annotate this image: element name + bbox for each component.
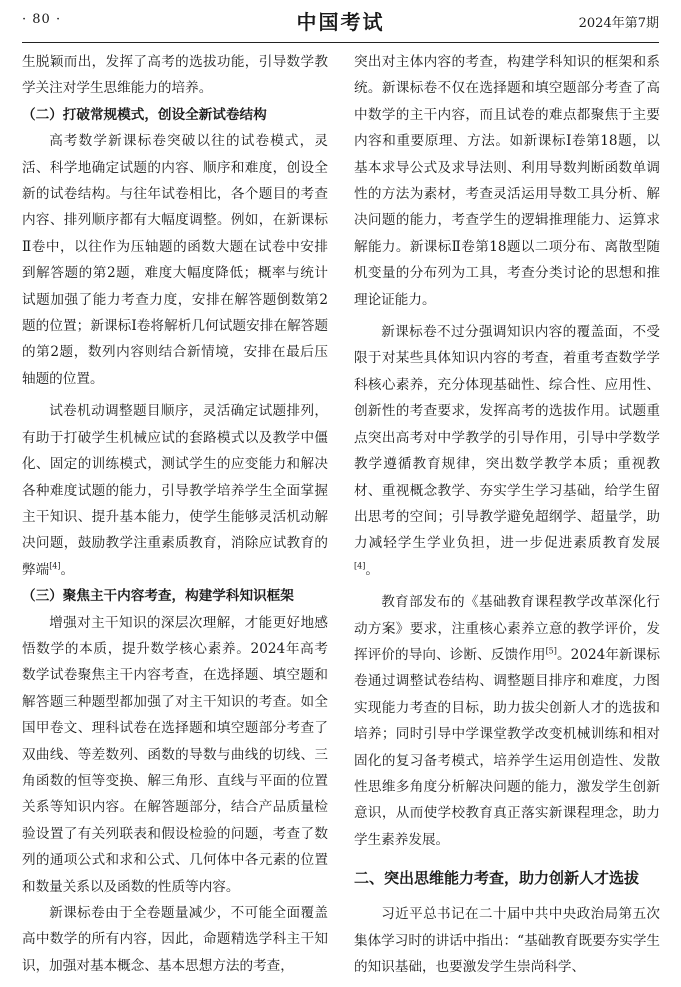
left-column [22, 49, 328, 979]
paragraph-end: 。 [365, 561, 379, 578]
paragraph: 习近平总书记在二十届中共中央政治局第五次集体学习时的讲话中指出：“基础教育既要夯实学生的知识基础，也要激发学生崇尚科学、 [354, 906, 661, 975]
citation-ref: [4] [49, 561, 61, 571]
section-heading: （三）聚焦主干内容考查，构建学科知识框架 [22, 588, 294, 605]
part-heading: 二、突出思维能力考查，助力创新人才选拔 [354, 869, 640, 888]
citation-ref: [4] [354, 561, 366, 571]
paragraph [22, 398, 328, 583]
journal-title: 中国考试 [296, 10, 385, 34]
page-number: · 80 · [22, 12, 62, 27]
page-header [22, 0, 659, 43]
right-column [354, 49, 660, 980]
issue-label: 2024年第7期 [578, 16, 659, 31]
paragraph-text: 教育部发布的《基础教育课程教学改革深化行动方案》要求，注重核心素养立意的教学评价，发挥评价的导向、诊断、反馈作用 [354, 594, 660, 663]
paragraph-text: 试卷机动调整题目顺序，灵活确定试题排列，有助于打破学生机械应试的套路模式以及教学中僵化、固定的训练模式，测试学生的应变能力和解决各种难度试题的能力，引导教学培养学生全面掌握主干知识、提升基本能力，使学生能够灵活机动解决问题，鼓励教学注重素质教育，消除应试教育的弊端 [22, 403, 328, 578]
paragraph [354, 589, 660, 853]
paragraph-end: 。 [60, 561, 75, 578]
section-heading: （二）打破常规模式，创设全新试卷结构 [22, 106, 267, 123]
paragraph: 生脱颖而出，发挥了高考的选拔功能，引导数学教学关注对学生思维能力的培养。 [22, 54, 328, 97]
paragraph [354, 319, 660, 583]
paragraph: 突出对主体内容的考查，构建学科知识的框架和系统。新课标卷不仅在选择题和填空题部分考查了高中数学的主干内容，而且试卷的难点都聚焦于主要内容和重要原理、方法。如新课标Ⅰ卷第18题，以基本求导公式及求导法则、利用导数判断函数单调性的方法为素材，考查灵活运用导数工具分析、解决问题的能力，考查学生的逻辑推理能力、运算求解能力。新课标Ⅱ卷第18题以二项分布、离散型随机变量的分布列为工具，考查分类讨论的思想和推理论证能力。 [354, 54, 660, 308]
paragraph-text: 新课标卷不过分强调知识内容的覆盖面，不受限于对某些具体知识内容的考查，着重考查数学学科核心素养，充分体现基础性、综合性、应用性、创新性的考查要求，发挥高考的选拔作用。试题重点突出高考对中学教学的引导作用，引导中学数学教学遵循教育规律，突出数学教学本质；重视教材、重视概念教学、夯实学生学习基础，给学生留出思考的空间；引导教学避免超纲学、超量学，助力减轻学生学业负担，进一步促进素质教育发展 [354, 324, 660, 552]
paragraph-rest: 。2024年新课标卷通过调整试卷结构、调整题目排序和难度，力图实现能力考查的目标，助力拔尖创新人才的选拔和培养；同时引导中学课堂教学改变机械训练和相对固化的复习备考模式，培养学生运用创造性、发散性思维多角度分析解决问题的能力，激发学生创新意识，从而使学校教育真正落实新课程理念，助力学生素养发展。 [354, 646, 660, 848]
paragraph: 增强对主干知识的深层次理解，才能更好地感悟数学的本质，提升数学核心素养。2024年高考数学试卷聚焦主干内容考查，在选择题、填空题和解答题三种题型都加强了对主干知识的考查。如全国甲卷文、理科试卷在选择题和填空题部分考查了双曲线、等差数列、函数的导数与曲线的切线、三角函数的恒等变换、解三角形、直线与平面的位置关系等知识内容。在解答题部分，结合产品质量检验设置了有关列联表和假设检验的问题，考查了数列的通项公式和求和公式、几何体中各元素的位置和数量关系以及函数的性质等内容。 [22, 614, 328, 895]
paragraph: 高考数学新课标卷突破以往的试卷模式，灵活、科学地确定试题的内容、顺序和难度，创设全新的试卷结构。与往年试卷相比，各个题目的考查内容、排列顺序都有大幅度调整。例如，在新课标Ⅱ卷中，以往作为压轴题的函数大题在试卷中安排到解答题的第2题，难度大幅度降低；概率与统计试题加强了能力考查力度，安排在解答题倒数第2题的位置；新课标Ⅰ卷将解析几何试题安排在解答题的第2题，数列内容则结合新情境，安排在最后压轴题的位置。 [22, 133, 328, 387]
paragraph: 新课标卷由于全卷题量减少，不可能全面覆盖高中数学的所有内容，因此，命题精选学科主干知识，加强对基本概念、基本思想方法的考查， [22, 905, 328, 974]
citation-ref: [5] [545, 646, 557, 656]
